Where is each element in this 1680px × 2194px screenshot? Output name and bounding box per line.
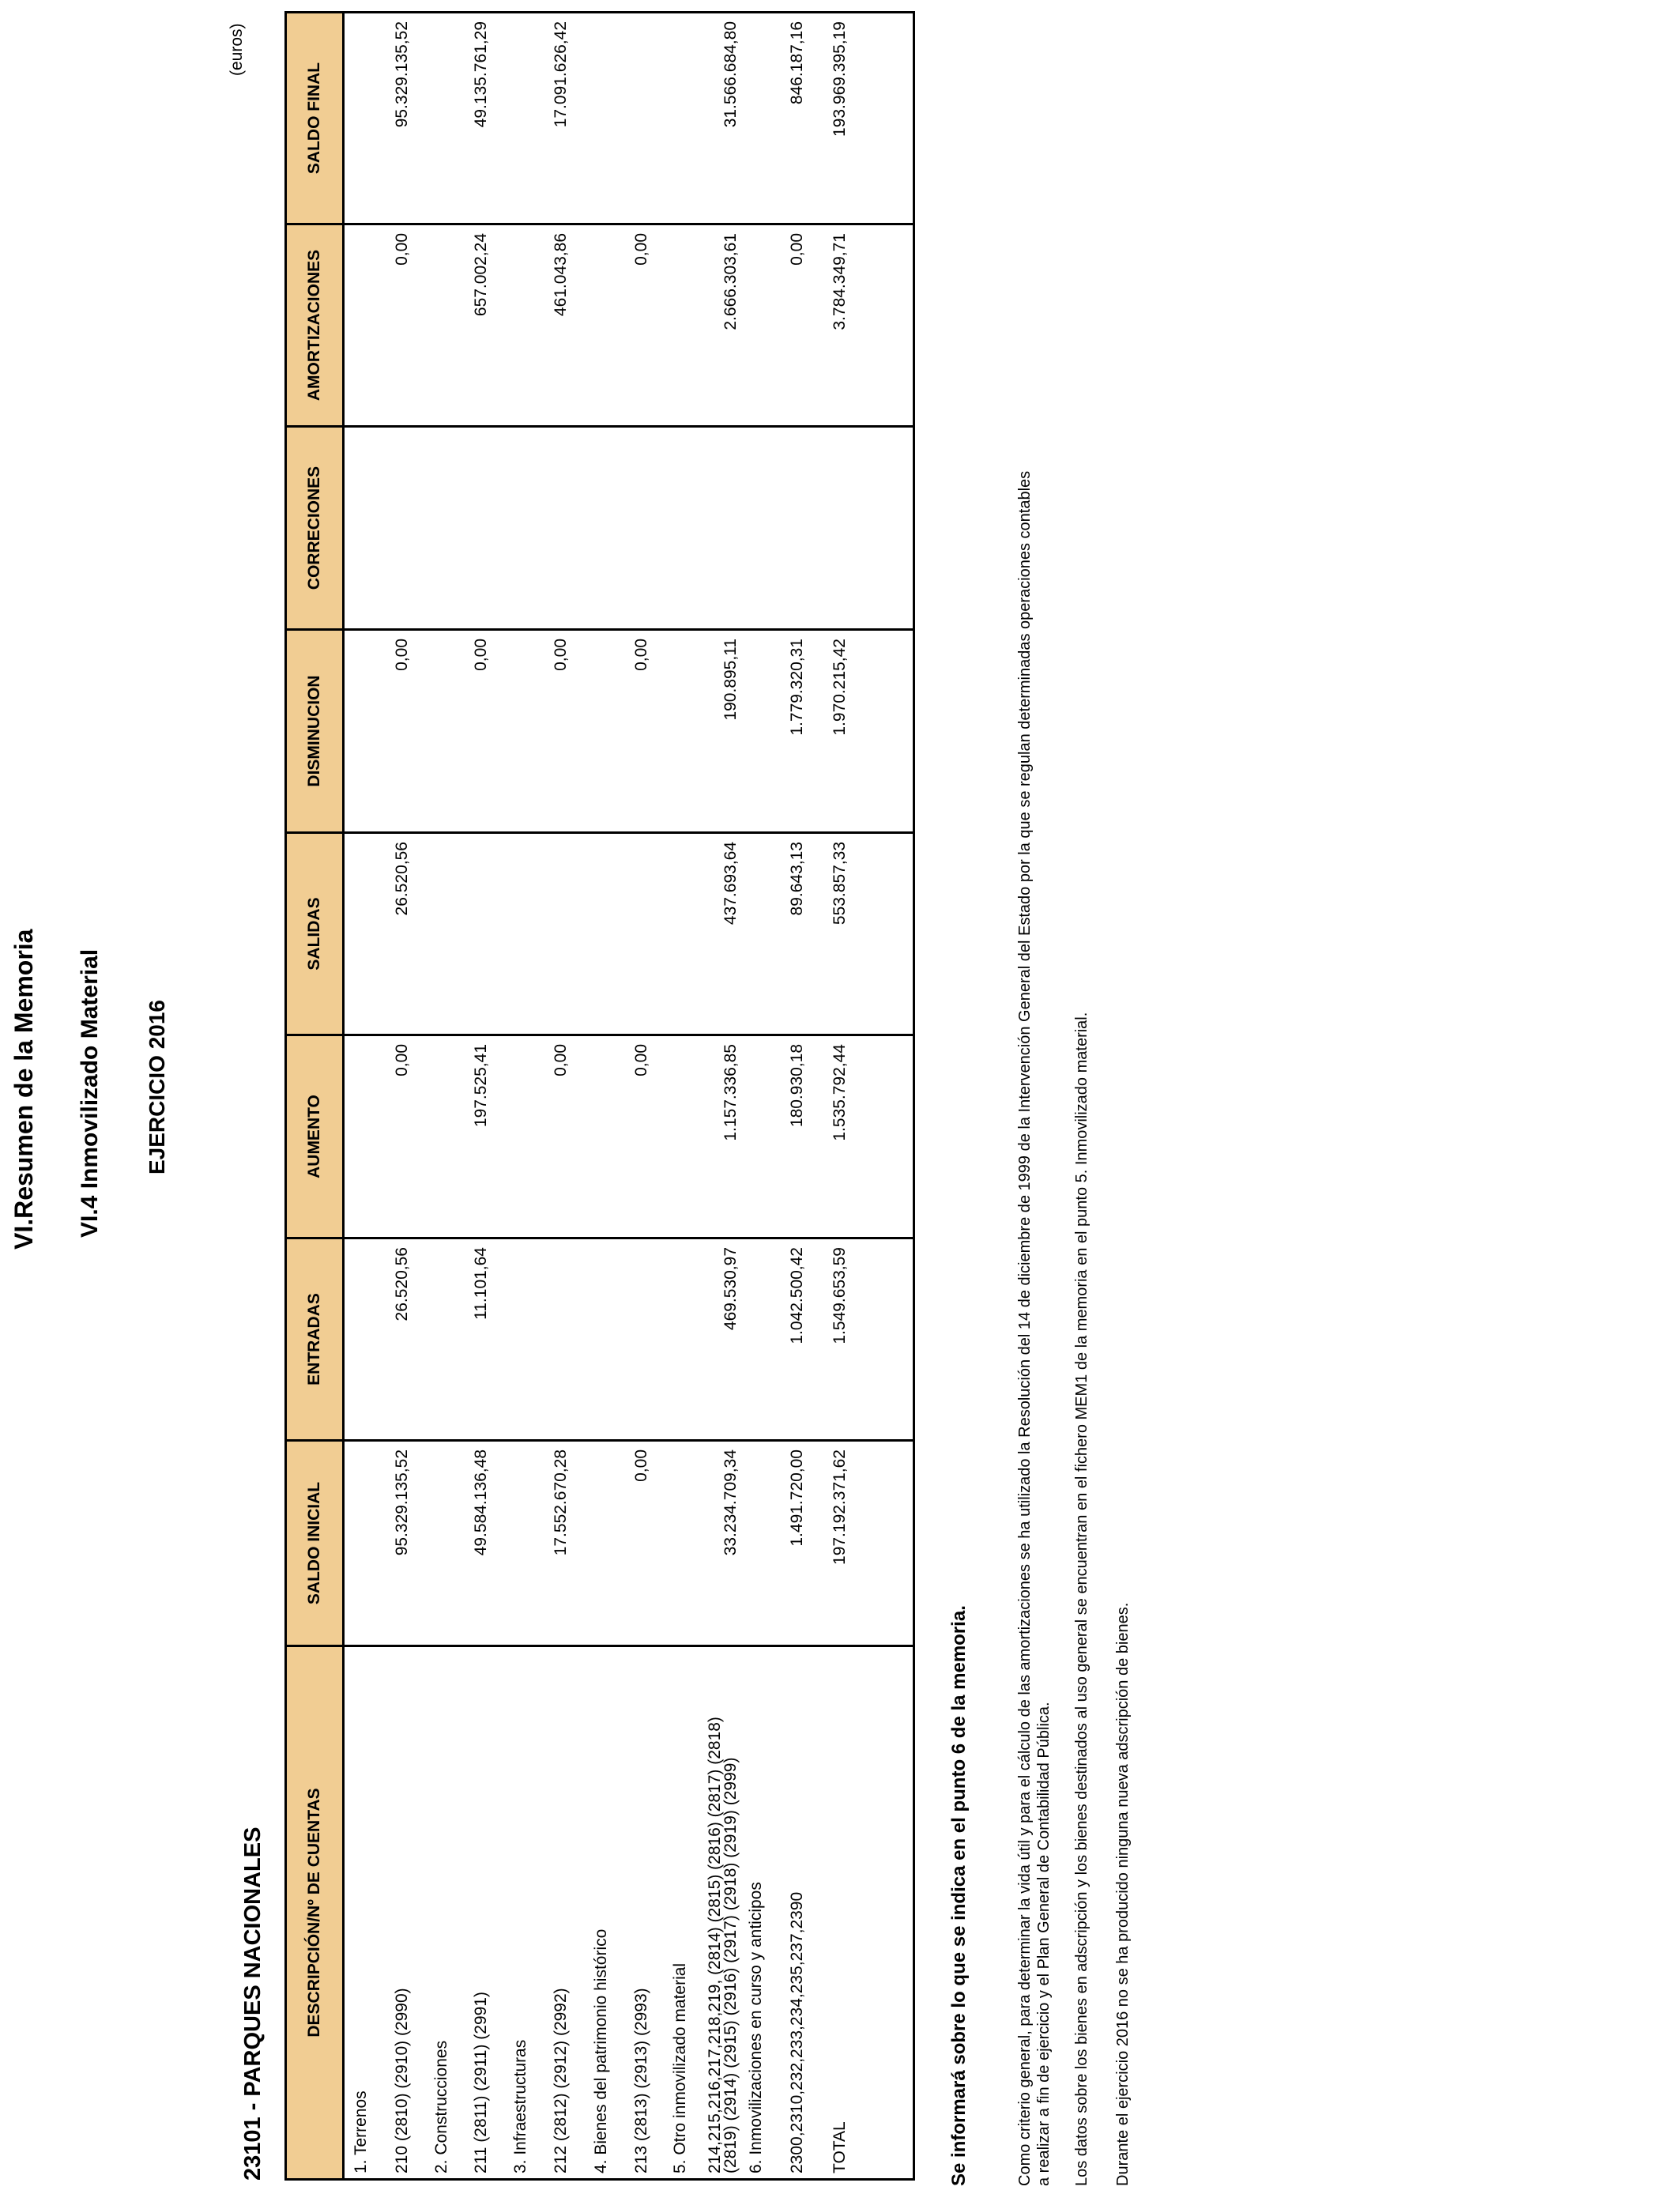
adscription-paragraph: Los datos sobre los bienes en adscripción y los bienes destinados al uso general se encuentran en el fichero MEM1 de la memoria en el punto 5. Inmovilizado material.: [1073, 1012, 1090, 2186]
cell-value: 0,00: [788, 233, 806, 266]
table-header-row: [286, 13, 344, 2180]
column-header: CORRECIONES: [286, 427, 344, 630]
disminucion-column: [344, 630, 914, 833]
cell-value: 0,00: [472, 639, 490, 671]
cell-value: 31.566.684,80: [721, 21, 740, 128]
page-title: VI.Resumen de la Memoria: [9, 929, 38, 1250]
cell-value: 0,00: [552, 639, 570, 671]
cell-value: 95.329.135,52: [393, 21, 411, 128]
cell-value: 1.491.720,00: [788, 1449, 806, 1547]
cell-value: 1.157.336,85: [721, 1044, 740, 1141]
table-body: [344, 13, 914, 2180]
cell-value: 437.693,64: [721, 842, 740, 925]
no-new-adscription-paragraph: Durante el ejercicio 2016 no se ha producido ninguna nueva adscripción de bienes.: [1114, 1602, 1132, 2186]
column-header: DISMINUCION: [286, 630, 344, 833]
cell-value: 469.530,97: [721, 1247, 740, 1331]
saldo-inicial-column: [344, 1441, 914, 1646]
section-subtitle: VI.4 Inmovilizado Material: [77, 948, 103, 1238]
row-title: 4. Bienes del patrimonio histórico: [592, 1928, 610, 2173]
cell-value: 0,00: [632, 1449, 650, 1482]
correciones-column: [344, 427, 914, 630]
cell-value: 26.520,56: [393, 1247, 411, 1321]
cell-value: 17.552.670,28: [552, 1449, 570, 1556]
cell-value: 461.043,86: [552, 233, 570, 317]
total-value: 1.535.792,44: [831, 1044, 849, 1141]
row-title: 1. Terrenos: [352, 2090, 370, 2173]
cell-value: 0,00: [552, 1044, 570, 1076]
column-header: SALIDAS: [286, 833, 344, 1035]
cell-value: 89.643,13: [788, 842, 806, 916]
cell-value: 95.329.135,52: [393, 1449, 411, 1556]
description-column: [344, 1646, 914, 2180]
row-accounts: (2819) (2914) (2915) (2916) (2917) (2918) (2919) (2999): [721, 1757, 740, 2173]
column-header: AMORTIZACIONES: [286, 224, 344, 427]
cell-value: 0,00: [393, 1044, 411, 1076]
aumento-column: [344, 1035, 914, 1238]
cell-value: 17.091.626,42: [552, 21, 570, 128]
total-value: 1.970.215,42: [831, 639, 849, 736]
cell-value: 197.525,41: [472, 1044, 490, 1128]
cell-value: 1.042.500,42: [788, 1247, 806, 1344]
column-header: AUMENTO: [286, 1035, 344, 1238]
cell-value: 846.187,16: [788, 21, 806, 105]
row-accounts: 212 (2812) (2912) (2992): [552, 1988, 570, 2173]
cell-value: 26.520,56: [393, 842, 411, 916]
total-value: 193.969.395,19: [831, 21, 849, 137]
cell-value: 0,00: [632, 639, 650, 671]
cell-value: 190.895,11: [721, 639, 740, 721]
row-accounts: 214,215,216,217,218,219, (2814) (2815) (2816) (2817) (2818): [706, 1717, 724, 2173]
row-title: 5. Otro inmovilizado material: [671, 1962, 689, 2173]
row-title: 6. Inmovilizaciones en curso y anticipos: [747, 1882, 765, 2173]
total-value: 197.192.371,62: [831, 1449, 849, 1565]
memory-note: Se informará sobre lo que se indica en el punto 6 de la memoria.: [948, 1605, 970, 2186]
total-value: 553.857,33: [831, 842, 849, 925]
criteria-paragraph-line2: a realizar a fin de ejercicio y el Plan General de Contabilidad Pública.: [1035, 1702, 1053, 2186]
cell-value: 1.779.320,31: [788, 639, 806, 736]
cell-value: 49.584.136,48: [472, 1449, 490, 1556]
row-title: 3. Infraestructuras: [511, 2039, 529, 2173]
cell-value: 657.002,24: [472, 233, 490, 317]
cell-value: 0,00: [393, 639, 411, 671]
cell-value: 2.666.303,61: [721, 233, 740, 330]
total-label: TOTAL: [831, 2121, 849, 2173]
cell-value: 33.234.709,34: [721, 1449, 740, 1556]
entradas-column: [344, 1238, 914, 1441]
cell-value: 49.135.761,29: [472, 21, 490, 128]
amortizaciones-column: [344, 224, 914, 427]
cell-value: 0,00: [632, 1044, 650, 1076]
row-accounts: 213 (2813) (2913) (2993): [632, 1988, 650, 2173]
salidas-column: [344, 833, 914, 1035]
criteria-paragraph-line1: Como criterio general, para determinar la vida útil y para el cálculo de las amortizaciones se ha utilizado la Resolución del 14 de diciembre de 1999 de la Intervención General del Estado por la que se regulan determinadas operaciones contables: [1016, 470, 1034, 2186]
saldo-final-column: [344, 13, 914, 224]
fiscal-year: EJERCICIO 2016: [145, 1000, 169, 1174]
entity-name: 23101 - PARQUES NACIONALES: [240, 1826, 266, 2181]
row-accounts: 210 (2810) (2910) (2990): [393, 1988, 411, 2173]
column-header: SALDO FINAL: [286, 13, 344, 224]
cell-value: 180.930,18: [788, 1044, 806, 1128]
column-header: DESCRIPCIÓN/Nº DE CUENTAS: [286, 1646, 344, 2180]
total-value: 1.549.653,59: [831, 1247, 849, 1344]
fixed-assets-table: [284, 11, 915, 2181]
cell-value: 0,00: [632, 233, 650, 266]
cell-value: 11.101,64: [472, 1247, 490, 1320]
row-accounts: 211 (2811) (2911) (2991): [472, 1992, 490, 2173]
column-header: ENTRADAS: [286, 1238, 344, 1441]
column-header: SALDO INICIAL: [286, 1441, 344, 1646]
row-accounts: 2300,2310,232,233,234,235,237,2390: [788, 1891, 806, 2173]
row-title: 2. Construcciones: [432, 2040, 450, 2173]
total-value: 3.784.349,71: [831, 233, 849, 330]
units-label: (euros): [228, 23, 246, 76]
cell-value: 0,00: [393, 233, 411, 266]
